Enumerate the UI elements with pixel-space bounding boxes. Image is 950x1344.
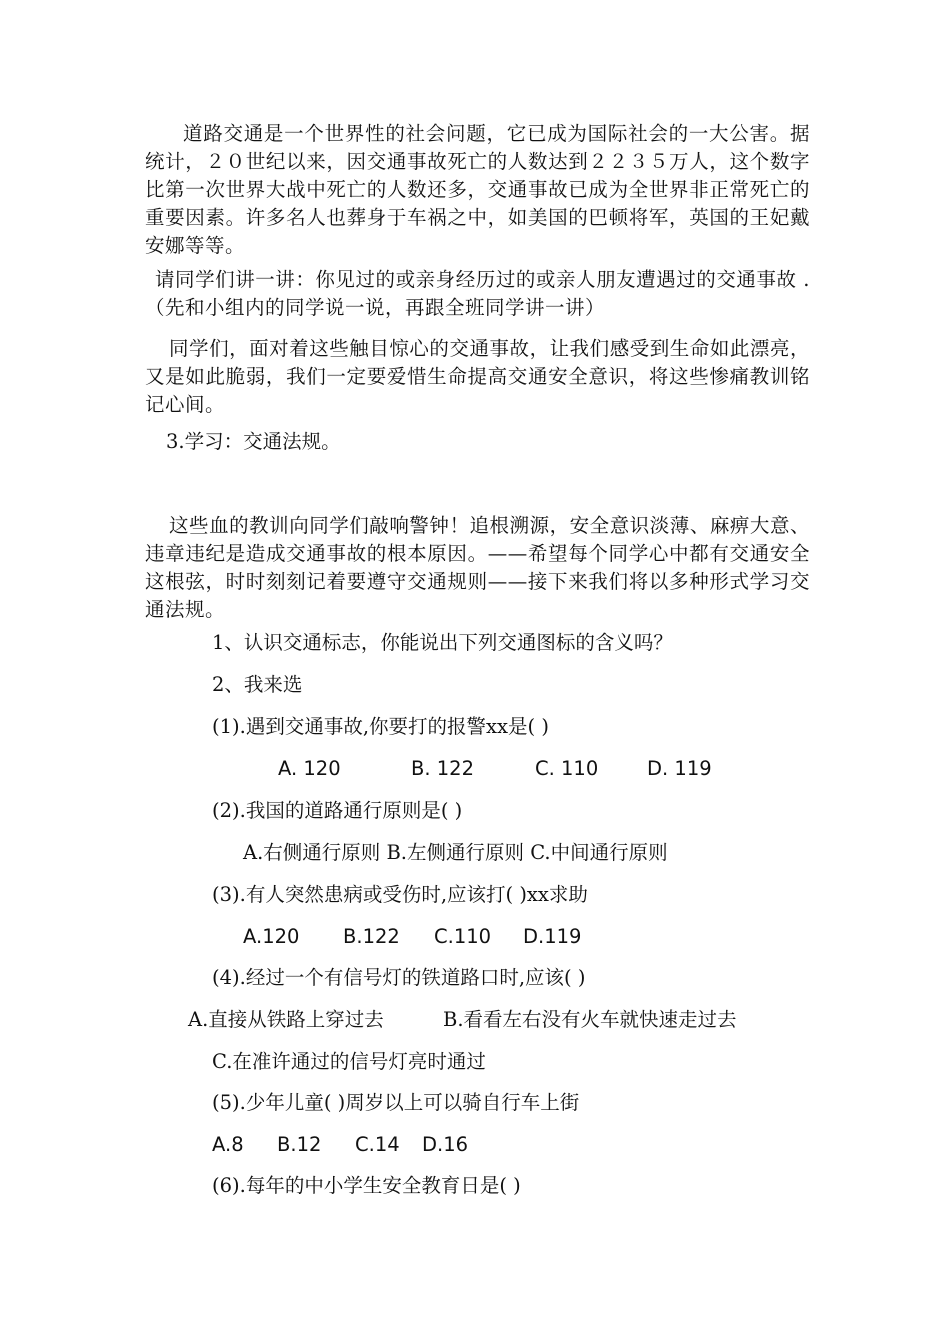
paragraph-warning: 这些血的教训向同学们敲响警钟！追根溯源，安全意识淡薄、麻痹大意、违章违纪是造成交通事故的根本原因。——希望每个同学心中都有交通安全这根弦，时时刻刻记着要遵守交通规则——接下来我们将以多种形式学习交通法规。	[145, 514, 810, 621]
question-1-option-c: C. 110	[535, 757, 599, 780]
question-3-option-a: A.120	[243, 925, 300, 948]
question-5-option-c: C.14	[355, 1133, 400, 1156]
question-1-option-a: A. 120	[278, 757, 341, 780]
question-3-option-c: C.110	[434, 925, 492, 948]
question-4-option-c: C.在准许通过的信号灯亮时通过	[212, 1050, 486, 1073]
question-2-options: A.右侧通行原则 B.左侧通行原则 C.中间通行原则	[243, 841, 668, 864]
question-4-option-a: A.直接从铁路上穿过去	[188, 1008, 384, 1031]
question-4-option-b: B.看看左右没有火车就快速走过去	[443, 1008, 737, 1031]
question-2: (2).我国的道路通行原则是( )	[212, 799, 463, 822]
question-5-option-d: D.16	[422, 1133, 469, 1156]
item-traffic-signs: 1、认识交通标志，你能说出下列交通图标的含义吗？	[212, 631, 673, 654]
question-6: (6).每年的中小学生安全教育日是( )	[212, 1174, 521, 1197]
question-3-option-b: B.122	[343, 925, 400, 948]
question-5-option-b: B.12	[277, 1133, 322, 1156]
question-1-option-b: B. 122	[411, 757, 474, 780]
question-1-option-d: D. 119	[647, 757, 712, 780]
paragraph-cherish-life: 同学们，面对着这些触目惊心的交通事故，让我们感受到生命如此漂亮，又是如此脆弱，我们一定要爱惜生命提高交通安全意识，将这些惨痛教训铭记心间。	[145, 337, 810, 416]
section-heading-traffic-rules: 3.学习：交通法规。	[166, 430, 341, 453]
question-5: (5).少年儿童( )周岁以上可以骑自行车上街	[212, 1091, 580, 1114]
question-1: (1).遇到交通事故,你要打的报警xx是( )	[212, 715, 549, 738]
item-choose: 2、我来选	[212, 673, 303, 696]
question-5-option-a: A.8	[212, 1133, 244, 1156]
question-3-option-d: D.119	[523, 925, 582, 948]
question-3: (3).有人突然患病或受伤时,应该打( )xx求助	[212, 883, 588, 906]
paragraph-discussion-prompt: 请同学们讲一讲：你见过的或亲身经历过的或亲人朋友遭遇过的交通事故 .（先和小组内的同学说一说，再跟全班同学讲一讲）	[145, 268, 810, 319]
paragraph-traffic-problem: 道路交通是一个世界性的社会问题，它已成为国际社会的一大公害。据统计，２０世纪以来，因交通事故死亡的人数达到２２３５万人，这个数字比第一次世界大战中死亡的人数还多，交通事故已成为全世界非正常死亡的重要因素。许多名人也葬身于车祸之中，如美国的巴顿将军，英国的王妃戴安娜等等。	[145, 122, 810, 257]
question-4: (4).经过一个有信号灯的铁道路口时,应该( )	[212, 966, 586, 989]
